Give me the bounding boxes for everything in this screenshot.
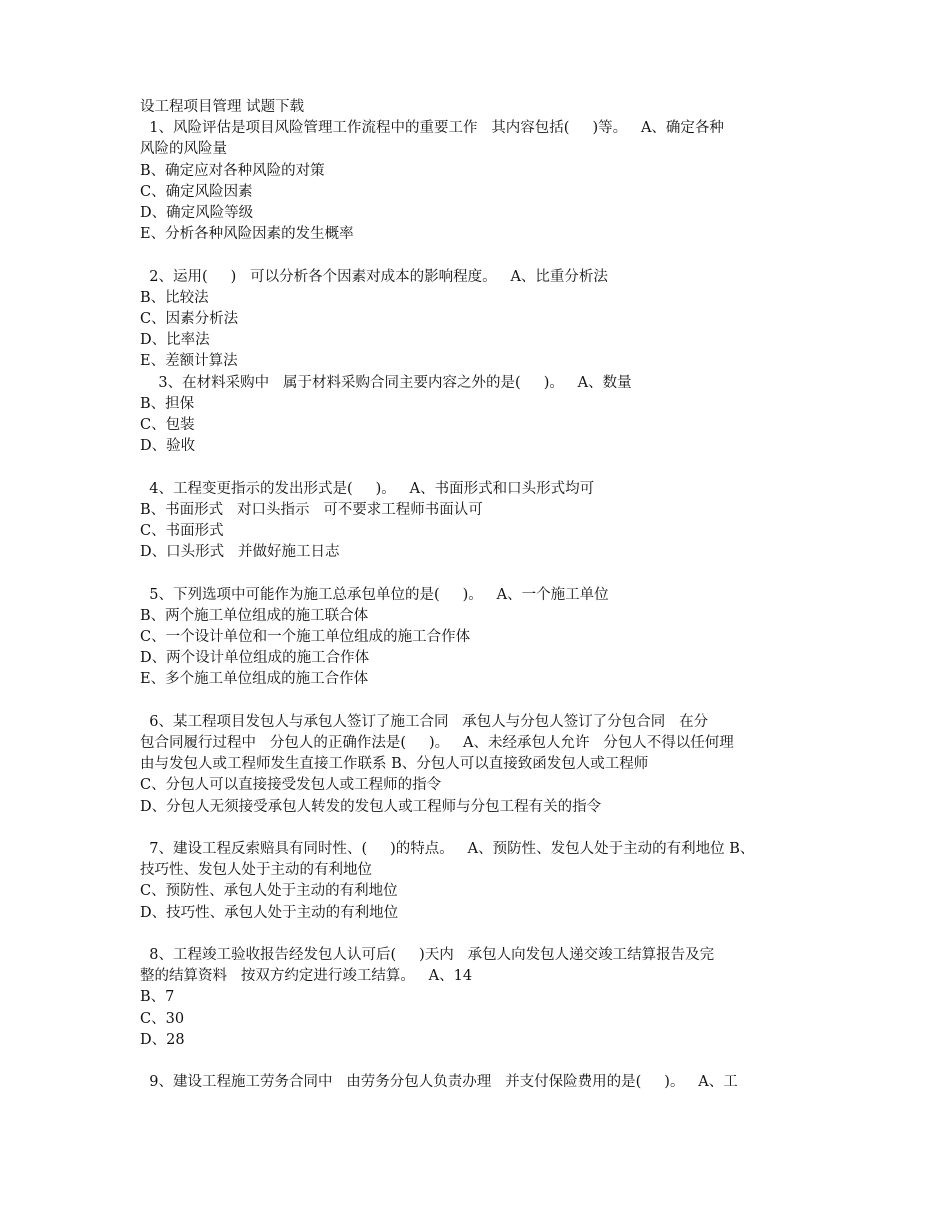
text-line: B、确定应对各种风险的对策 [140, 162, 325, 179]
text-line: B、书面形式 对口头指示 可不要求工程师书面认可 [140, 501, 483, 518]
text-line: C、一个设计单位和一个施工单位组成的施工合作体 [140, 629, 471, 645]
document-title: 设工程项目管理 试题下载 [140, 99, 305, 115]
text-line: B、担保 [140, 395, 195, 412]
text-line: E、差额计算法 [140, 353, 238, 370]
text-line: C、书面形式 [140, 523, 224, 539]
text-line: 风险的风险量 [140, 141, 227, 158]
text-line: B、两个施工单位组成的施工联合体 [140, 607, 369, 624]
text-line: D、技巧性、承包人处于主动的有利地位 [140, 904, 399, 921]
text-line: 1、风险评估是项目风险管理工作流程中的重要工作 其内容包括( )等。 A、确定各种 [140, 120, 724, 137]
text-line: 8、工程竣工验收报告经发包人认可后( )天内 承包人向发包人递交竣工结算报告及完 [140, 947, 715, 963]
text-line: D、验收 [140, 438, 196, 455]
text-line: 技巧性、发包人处于主动的有利地位 [140, 862, 372, 879]
text-line: 5、下列选项中可能作为施工总承包单位的是( )。 A、一个施工单位 [140, 586, 609, 603]
text-line: C、包装 [140, 417, 195, 433]
text-line: 7、建设工程反索赔具有同时性、( )的特点。 A、预防性、发包人处于主动的有利地位 B、 [140, 841, 755, 857]
text-line: 整的结算资料 按双方约定进行竣工结算。 A、14 [140, 968, 473, 985]
text-line: 9、建设工程施工劳务合同中 由劳务分包人负责办理 并支付保险费用的是( )。 A、工 [140, 1074, 738, 1091]
text-line: D、28 [140, 1031, 185, 1048]
text-line: C、确定风险因素 [140, 183, 253, 200]
text-line: D、比率法 [140, 332, 210, 349]
text-line: D、确定风险等级 [140, 205, 254, 221]
text-line: C、预防性、承包人处于主动的有利地位 [140, 883, 398, 900]
text-line: D、两个设计单位组成的施工合作体 [140, 650, 370, 667]
text-line: 6、某工程项目发包人与承包人签订了施工合同 承包人与分包人签订了分包合同 在分 [140, 713, 709, 730]
text-line: 由与发包人或工程师发生直接工作联系 B、分包人可以直接致函发包人或工程师 [140, 756, 649, 773]
text-line: E、分析各种风险因素的发生概率 [140, 226, 354, 243]
text-line: D、分包人无须接受承包人转发的发包人或工程师与分包工程有关的指令 [140, 798, 602, 815]
text-line: B、7 [140, 989, 175, 1006]
text-line: C、分包人可以直接接受发包人或工程师的指令 [140, 777, 442, 794]
text-line: D、口头形式 并做好施工日志 [140, 544, 340, 561]
text-line: C、30 [140, 1010, 185, 1027]
text-line: C、因素分析法 [140, 311, 239, 327]
text-line: 包合同履行过程中 分包人的正确作法是( )。 A、未经承包人允许 分包人不得以任何理 [140, 735, 734, 751]
text-line: E、多个施工单位组成的施工合作体 [140, 671, 369, 688]
text-line: 2、运用( ) 可以分析各个因素对成本的影响程度。 A、比重分析法 [140, 268, 608, 285]
text-line: 3、在材料采购中 属于材料采购合同主要内容之外的是( )。 A、数量 [140, 374, 632, 391]
text-line: 4、工程变更指示的发出形式是( )。 A、书面形式和口头形式均可 [140, 480, 595, 497]
text-line: B、比较法 [140, 289, 209, 306]
